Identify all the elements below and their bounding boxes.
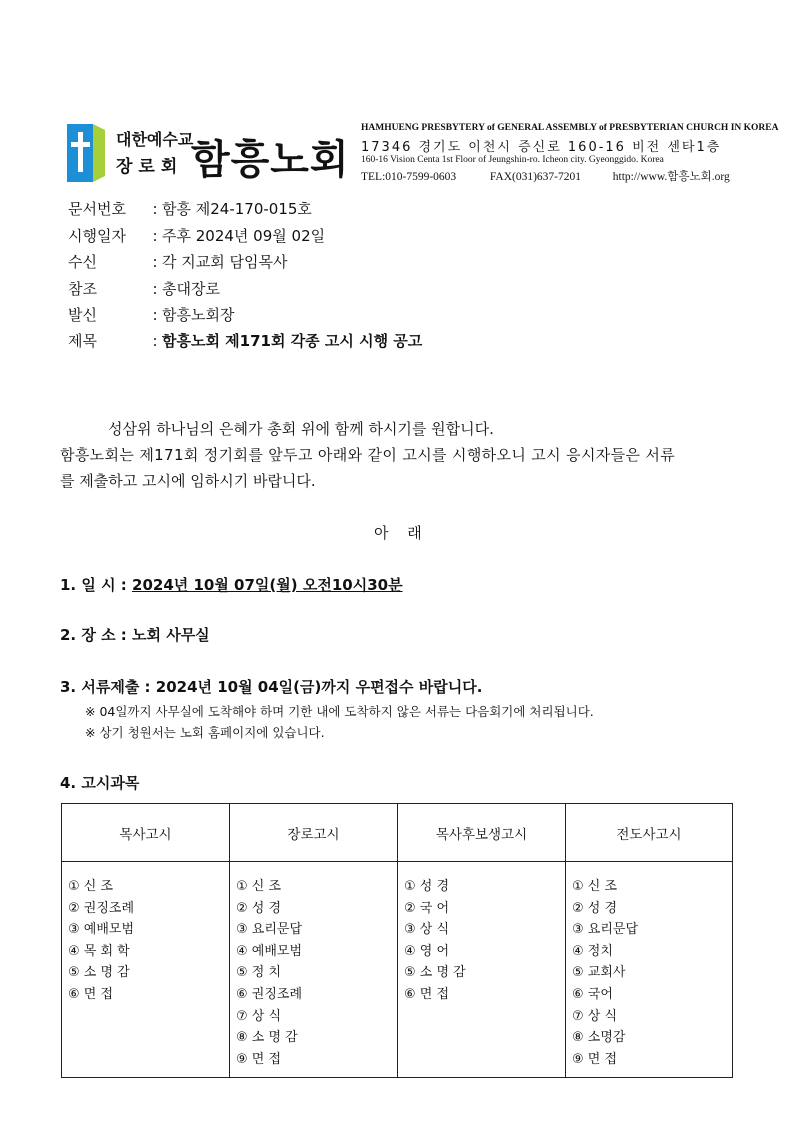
list-item: ⑤ 소 명 감 xyxy=(404,965,466,981)
list-item: ⑧ 소 명 감 xyxy=(236,1030,298,1046)
field-sep: : xyxy=(152,332,158,350)
datetime-label: 1. 일 시 : xyxy=(60,576,133,594)
field-sep: : xyxy=(152,280,158,298)
field-value: 함흥노회장 xyxy=(162,306,235,324)
section-location: 2. 장 소 : 노회 사무실 xyxy=(60,626,210,644)
header-evangelist-exam: 전도사고시 xyxy=(566,804,733,862)
list-item: ⑧ 소명감 xyxy=(572,1030,626,1046)
table-header-row xyxy=(62,804,733,862)
address-korean: 17346 경기도 이천시 증신로 160-16 비전 센타1층 xyxy=(361,140,722,155)
list-item: ② 권징조례 xyxy=(68,900,135,916)
list-item: ⑨ 면 접 xyxy=(236,1051,282,1067)
list-item: ① 신 조 xyxy=(236,879,282,894)
elder-exam-subjects xyxy=(230,862,398,1078)
field-sep: : xyxy=(152,253,158,271)
recipient-row xyxy=(68,251,287,272)
list-item: ③ 요리문답 xyxy=(236,922,303,938)
list-item: ⑦ 상 식 xyxy=(572,1008,618,1024)
phone-number: TEL:010-7599-0603 xyxy=(361,171,457,183)
header-candidate-exam: 목사후보생고시 xyxy=(398,804,566,862)
address-english: 160-16 Vision Centa 1st Floor of Jeungshin-ro. Icheon city. Gyeonggido. Korea xyxy=(361,155,664,165)
section-submission: 3. 서류제출 : 2024년 10월 04일(금)까지 우편접수 바랍니다. xyxy=(60,678,483,696)
list-item: ⑤ 소 명 감 xyxy=(68,965,130,981)
field-label: 참조 xyxy=(68,280,97,298)
list-item: ④ 정치 xyxy=(572,943,613,959)
section-datetime xyxy=(60,574,403,595)
datetime-value: 2024년 10월 07일(월) 오전10시30분 xyxy=(132,576,403,594)
issue-date-row xyxy=(68,225,325,246)
field-sep: : xyxy=(152,200,158,218)
below-heading: 아 래 xyxy=(374,524,422,542)
note-deadline: ※ 04일까지 사무실에 도착해야 하며 기한 내에 도착하지 않은 서류는 다음회기에 처리됩니다. xyxy=(85,704,594,719)
body-paragraph-line1: 함흥노회는 제171회 정기회를 앞두고 아래와 같이 고시를 시행하오니 고시 응시자들은 서류 xyxy=(60,446,676,464)
field-label: 시행일자 xyxy=(68,227,126,245)
subject-value: 함흥노회 제171회 각종 고시 시행 공고 xyxy=(162,332,423,350)
field-label: 수신 xyxy=(68,253,97,271)
org-name: 함흥노회 xyxy=(191,137,350,183)
list-item: ② 성 경 xyxy=(572,900,618,916)
list-item: ⑥ 면 접 xyxy=(404,986,450,1002)
list-item: ③ 요리문답 xyxy=(572,922,639,938)
header-elder-exam: 장로고시 xyxy=(230,804,398,862)
table-row xyxy=(62,862,733,1078)
body-paragraph-line2: 를 제출하고 고시에 임하시기 바랍니다. xyxy=(60,472,316,490)
reference-row xyxy=(68,278,220,299)
field-label: 발신 xyxy=(68,306,97,324)
website-link[interactable]: http://www.함흥노회.org xyxy=(612,171,730,183)
list-item: ⑤ 정 치 xyxy=(236,965,282,981)
candidate-exam-subjects xyxy=(398,862,566,1078)
field-sep: : xyxy=(152,227,158,245)
note-homepage: ※ 상기 청원서는 노회 홈페이지에 있습니다. xyxy=(85,725,325,740)
list-item: ② 성 경 xyxy=(236,900,282,916)
list-item: ④ 목 회 학 xyxy=(68,943,130,959)
field-label: 제목 xyxy=(68,332,97,350)
evangelist-exam-subjects xyxy=(566,862,733,1078)
list-item: ② 국 어 xyxy=(404,900,450,916)
english-title: HAMHUENG PRESBYTERY of GENERAL ASSEMBLY of PRESBYTERIAN CHURCH IN KOREA xyxy=(361,123,779,133)
org-denomination: 대한예수교 xyxy=(116,130,194,149)
list-item: ⑤ 교회사 xyxy=(572,965,626,981)
subject-row xyxy=(68,330,422,351)
field-sep: : xyxy=(152,306,158,324)
header-pastor-exam: 목사고시 xyxy=(62,804,230,862)
greeting: 성삼위 하나님의 은혜가 총회 위에 함께 하시기를 원합니다. xyxy=(108,420,494,438)
field-value: 주후 2024년 09월 02일 xyxy=(162,227,326,245)
list-item: ⑥ 권징조례 xyxy=(236,986,303,1002)
field-value: 각 지교회 담임목사 xyxy=(162,253,288,271)
exam-subjects-table xyxy=(61,803,733,1078)
list-item: ④ 예배모범 xyxy=(236,943,303,959)
fax-number: FAX(031)637-7201 xyxy=(489,171,582,183)
list-item: ④ 영 어 xyxy=(404,943,450,959)
list-item: ⑥ 면 접 xyxy=(68,986,114,1002)
field-value: 함흥 제24-170-015호 xyxy=(162,200,312,218)
section-subjects: 4. 고시과목 xyxy=(60,774,140,792)
sender-row xyxy=(68,304,234,325)
org-assembly: 장로회 xyxy=(116,157,184,177)
pastor-exam-subjects xyxy=(62,862,230,1078)
field-label: 문서번호 xyxy=(68,200,126,218)
doc-number-row xyxy=(68,198,312,219)
contact-line xyxy=(361,168,730,184)
list-item: ⑨ 면 접 xyxy=(572,1051,618,1067)
list-item: ① 신 조 xyxy=(68,879,114,894)
list-item: ③ 예배모범 xyxy=(68,922,135,938)
list-item: ① 성 경 xyxy=(404,879,450,894)
church-logo xyxy=(67,124,105,182)
list-item: ⑦ 상 식 xyxy=(236,1008,282,1024)
list-item: ① 신 조 xyxy=(572,879,618,894)
list-item: ⑥ 국어 xyxy=(572,986,613,1002)
list-item: ③ 상 식 xyxy=(404,922,450,938)
field-value: 총대장로 xyxy=(162,280,220,298)
